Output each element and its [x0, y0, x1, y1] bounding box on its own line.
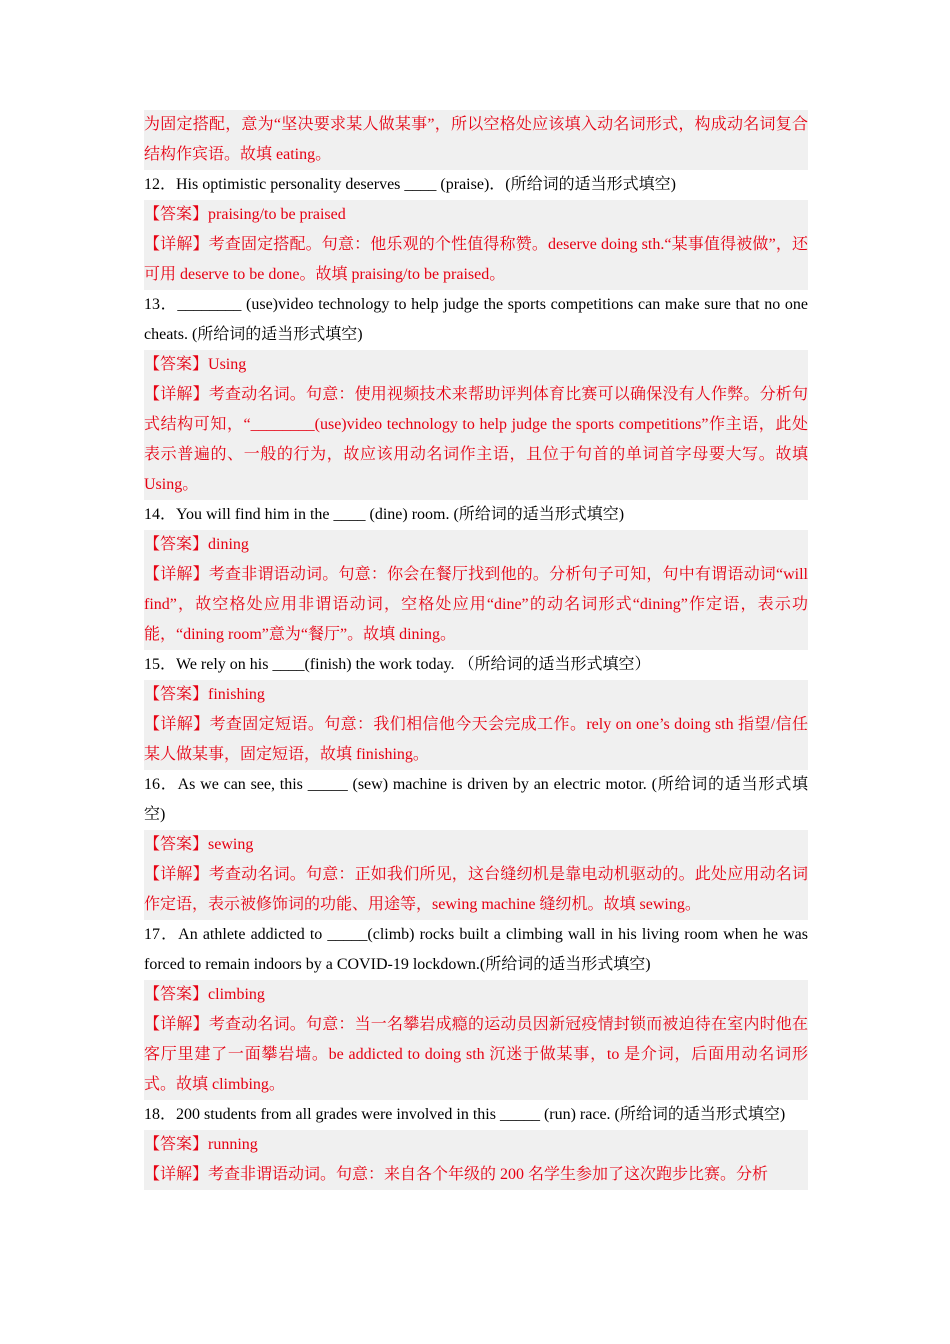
- answer-14: [144, 530, 808, 560]
- detail-16: [144, 860, 808, 920]
- answer-16: [144, 830, 808, 860]
- answer-label: 【答案】: [144, 686, 209, 703]
- detail-18: [144, 1160, 808, 1190]
- detail-text: 考查动名词。句意：使用视频技术来帮助评判体育比赛可以确保没有人作弊。分析句式结构可知，“________(use)video technology to help judge the sports competitions”作主语，此处表示普遍的、一般的行为，故应该用动名词作主语，且位于句首的单词首字母要大写。故填 Using。: [144, 386, 808, 493]
- answer-text: praising/to be praised: [208, 206, 346, 223]
- question-18: [144, 1100, 808, 1130]
- answer-text: sewing: [208, 836, 254, 853]
- detail-text: 考查固定短语。句意：我们相信他今天会完成工作。rely on one’s doing sth 指望/信任某人做某事，固定短语，故填 finishing。: [144, 716, 808, 763]
- detail-text: 考查固定搭配。句意：他乐观的个性值得称赞。deserve doing sth.“某事值得被做”，还可用 deserve to be done。故填 praising/to be praised。: [144, 236, 808, 283]
- document-page: [144, 110, 808, 1190]
- question-17: [144, 920, 808, 980]
- question-15: [144, 650, 808, 680]
- question-text: 14．You will find him in the ____ (dine) room. (所给词的适当形式填空): [144, 506, 625, 523]
- answer-text: running: [208, 1136, 258, 1153]
- answer-label: 【答案】: [144, 986, 209, 1003]
- answer-17: [144, 980, 808, 1010]
- detail-text: 考查非谓语动词。句意：来自各个年级的 200 名学生参加了这次跑步比赛。分析: [208, 1166, 769, 1183]
- question-text: 13．________ (use)video technology to help judge the sports competitions can make sure that no one cheats. (所给词的适当形式填空): [144, 296, 808, 343]
- answer-label: 【答案】: [144, 206, 209, 223]
- detail-label: 【详解】: [144, 566, 209, 583]
- detail-text: 考查动名词。句意：正如我们所见，这台缝纫机是靠电动机驱动的。此处应用动名词作定语，表示被修饰词的功能、用途等，sewing machine 缝纫机。故填 sewing。: [144, 866, 808, 913]
- detail-block-continued: [144, 110, 808, 170]
- question-text: 16．As we can see, this _____ (sew) machine is driven by an electric motor. (所给词的适当形式填空): [144, 776, 808, 823]
- question-12: [144, 170, 808, 200]
- answer-label: 【答案】: [144, 1136, 209, 1153]
- question-text: 15．We rely on his ____(finish) the work today. （所给词的适当形式填空）: [144, 656, 651, 673]
- detail-12: [144, 230, 808, 290]
- detail-14: [144, 560, 808, 650]
- answer-text: dining: [208, 536, 249, 553]
- answer-text: Using: [208, 356, 247, 373]
- answer-15: [144, 680, 808, 710]
- detail-label: 【详解】: [144, 716, 210, 733]
- detail-text: 考查动名词。句意：当一名攀岩成瘾的运动员因新冠疫情封锁而被迫待在室内时他在客厅里建了一面攀岩墙。be addicted to doing sth 沉迷于做某事，to 是介词，后面用动名词形式。故填 climbing。: [144, 1016, 808, 1093]
- detail-label: 【详解】: [144, 236, 209, 253]
- answer-13: [144, 350, 808, 380]
- detail-label: 【详解】: [144, 386, 209, 403]
- detail-text: 为固定搭配，意为“坚决要求某人做某事”，所以空格处应该填入动名词形式，构成动名词复合结构作宾语。故填 eating。: [144, 116, 808, 163]
- answer-18: [144, 1130, 808, 1160]
- detail-label: 【详解】: [144, 1016, 209, 1033]
- detail-text: 考查非谓语动词。句意：你会在餐厅找到他的。分析句子可知，句中有谓语动词“will find”，故空格处应用非谓语动词，空格处应用“dine”的动名词形式“dining”作定语，表示功能，“dining room”意为“餐厅”。故填 dining。: [144, 566, 808, 643]
- question-text: 18．200 students from all grades were involved in this _____ (run) race. (所给词的适当形式填空): [144, 1106, 786, 1123]
- question-text: 12．His optimistic personality deserves ____ (praise)．(所给词的适当形式填空): [144, 176, 676, 193]
- question-text: 17．An athlete addicted to _____(climb) rocks built a climbing wall in his living room when he was forced to remain indoors by a COVID-19 lockdown.(所给词的适当形式填空): [144, 926, 808, 973]
- detail-17: [144, 1010, 808, 1100]
- answer-label: 【答案】: [144, 536, 209, 553]
- detail-label: 【详解】: [144, 1166, 209, 1183]
- answer-text: climbing: [208, 986, 265, 1003]
- detail-15: [144, 710, 808, 770]
- question-16: [144, 770, 808, 830]
- answer-label: 【答案】: [144, 356, 209, 373]
- answer-text: finishing: [208, 686, 265, 703]
- detail-label: 【详解】: [144, 866, 209, 883]
- detail-13: [144, 380, 808, 500]
- answer-label: 【答案】: [144, 836, 209, 853]
- answer-12: [144, 200, 808, 230]
- question-13: [144, 290, 808, 350]
- question-14: [144, 500, 808, 530]
